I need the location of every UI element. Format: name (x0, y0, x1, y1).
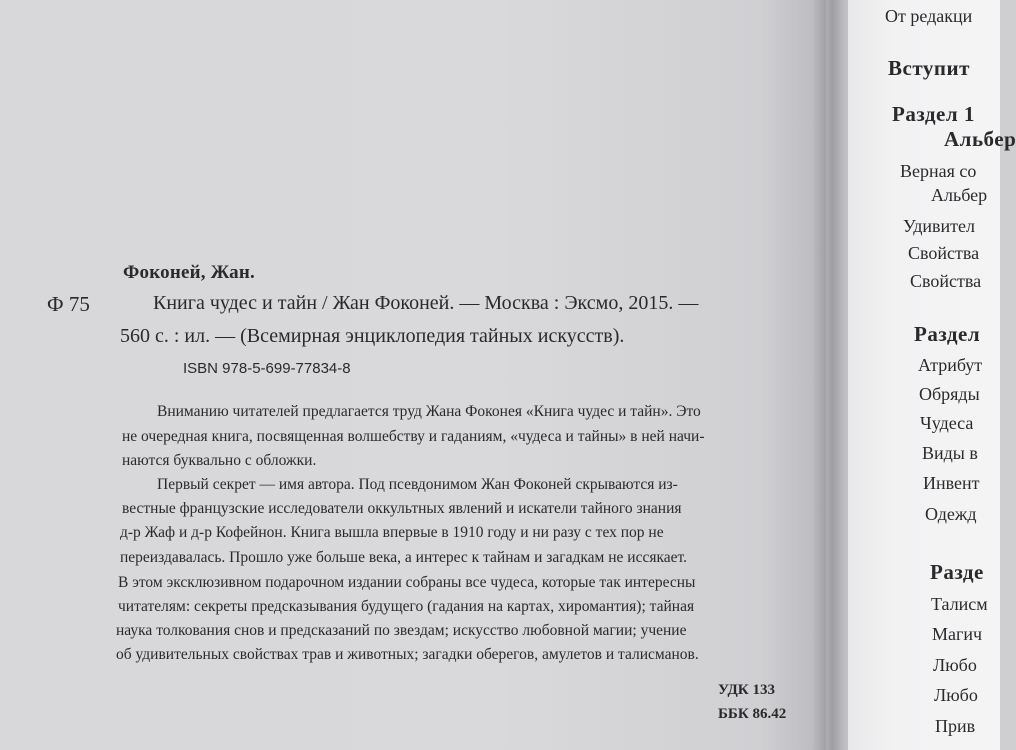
desc-line-7: переиздавалась. Прошло уже больше века, а интерес к тайнам и загадкам не иссякает. (120, 549, 687, 566)
bbk-code: ББК 86.42 (718, 706, 787, 722)
desc-line-10: наука толкования снов и предсказаний по звездам; искусство любовной магии; учение (116, 622, 687, 639)
toc-item: Свойства (910, 271, 982, 291)
toc-item: Любо (933, 655, 977, 675)
desc-line-5: вестные французские исследователи оккультных явлений и искатели тайного знания (122, 500, 682, 517)
isbn: ISBN 978-5-699-77834-8 (183, 360, 351, 377)
toc-item: Любо (934, 685, 978, 705)
toc-item: Удивител (903, 216, 975, 236)
toc-item: Магич (932, 624, 983, 644)
toc-item: Виды в (922, 443, 978, 463)
desc-line-9: читателям: секреты предсказывания будущего (гадания на картах, хиромантия); тайная (118, 598, 695, 615)
bib-line-1: Книга чудес и тайн / Жан Фоконей. — Москва : Эксмо, 2015. — (153, 292, 699, 314)
table-of-contents-page (848, 0, 1016, 750)
udk-code: УДК 133 (718, 682, 775, 698)
desc-line-4: Первый секрет — имя автора. Под псевдонимом Жан Фоконей скрываются из- (157, 476, 678, 493)
toc-item: Талисм (931, 594, 988, 614)
toc-item: Свойства (908, 243, 980, 263)
library-code: Ф 75 (47, 292, 90, 316)
toc-section-heading: Раздел 1 (892, 102, 975, 126)
desc-line-11: об удивительных свойствах трав и животных; загадки оберегов, амулетов и талисманов. (116, 646, 699, 663)
bib-line-2: 560 с. : ил. — (Всемирная энциклопедия тайных искусств). (120, 325, 625, 347)
toc-section-heading: Раздел (914, 322, 981, 346)
toc-item: Обряды (919, 384, 980, 404)
toc-item: Чудеса (920, 413, 974, 433)
author-name: Фоконей, Жан. (123, 262, 255, 283)
toc-item: Прив (935, 716, 976, 736)
toc-item: Одежд (925, 504, 977, 524)
toc-section-heading: Альбер (944, 127, 1016, 151)
toc-item: Атрибут (918, 355, 983, 375)
desc-line-2: не очередная книга, посвященная волшебству и гаданиям, «чудеса и тайны» в ней начи- (122, 428, 705, 445)
toc-section-heading: Разде (930, 560, 984, 584)
toc-item: Инвент (923, 473, 980, 493)
desc-line-1: Вниманию читателей предлагается труд Жана Фоконея «Книга чудес и тайн». Это (157, 403, 701, 420)
desc-line-8: В этом эксклюзивном подарочном издании собраны все чудеса, которые так интересны (118, 574, 696, 591)
toc-item: Альбер (931, 185, 988, 205)
toc-item: Верная со (900, 161, 977, 181)
toc-section-heading: Вступит (888, 56, 970, 80)
desc-line-6: д-р Жаф и д-р Кофейнон. Книга вышла впервые в 1910 году и ни разу с тех пор не (120, 524, 664, 541)
toc-item: От редакци (885, 6, 973, 26)
desc-line-3: наются буквально с обложки. (122, 452, 317, 469)
